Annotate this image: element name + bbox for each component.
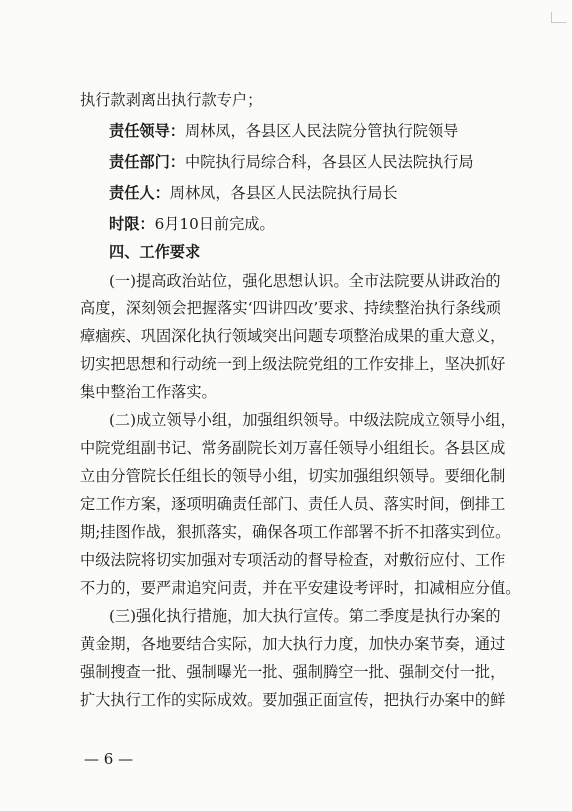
paragraph-line: 期;挂图作战，狠抓落实，确保各项工作部署不折不扣落实到位。 bbox=[80, 523, 511, 541]
page-number: — 6 — bbox=[84, 750, 134, 768]
paragraph-line: 不力的，要严肃追究问责，并在平安建设考评时，扣减相应分值。 bbox=[80, 579, 521, 597]
deadline-label: 时限： bbox=[109, 215, 155, 233]
paragraph-line: 切实把思想和行动统一到上级法院党组的工作安排上，坚决抓好 bbox=[80, 355, 506, 373]
paragraph-line: 中级法院将切实加强对专项活动的督导检查，对敷衍应付、工作 bbox=[80, 551, 506, 569]
responsible-dept-label: 责任部门： bbox=[109, 153, 185, 171]
section-heading: 四、工作要求 bbox=[109, 243, 201, 261]
paragraph-line: 黄金期，各地要结合实际，加大执行力度，加快办案节奏，通过 bbox=[80, 635, 506, 653]
deadline-line bbox=[109, 214, 275, 234]
responsible-person-value: 周林凤，各县区人民法院执行局长 bbox=[169, 184, 398, 202]
paragraph-line: (三)强化执行措施，加大执行宣传。第二季度是执行办案的 bbox=[109, 607, 501, 625]
paragraph-line: (二)成立领导小组，加强组织领导。中级法院成立领导小组， bbox=[109, 411, 516, 429]
paragraph-line: 强制搜查一批、强制曝光一批、强制腾空一批、强制交付一批， bbox=[80, 663, 506, 681]
paragraph-line: 高度，深刻领会把握落实‘四讲四改’要求、持续整治执行条线顽 bbox=[80, 299, 501, 317]
responsible-person-label: 责任人： bbox=[109, 184, 170, 202]
paragraph-line: 中院党组副书记、常务副院长刘万喜任领导小组组长。各县区成 bbox=[80, 439, 506, 457]
responsible-dept-value: 中院执行局综合科，各县区人民法院执行局 bbox=[184, 153, 474, 171]
responsible-leader-line bbox=[109, 121, 458, 141]
paragraph-line: (一)提高政治站位，强化思想认识。全市法院要从讲政治的 bbox=[109, 272, 501, 290]
paragraph-line: 定工作方案，逐项明确责任部门、责任人员、落实时间，倒排工 bbox=[80, 495, 506, 513]
responsible-leader-label: 责任领导： bbox=[109, 122, 185, 140]
paragraph-line: 瘴痼疾、巩固深化执行领域突出问题专项整治成果的重大意义， bbox=[80, 327, 506, 345]
paragraph-line: 扩大执行工作的实际成效。要加强正面宣传，把执行办案中的鲜 bbox=[80, 691, 506, 709]
page-corner-mark bbox=[551, 12, 566, 23]
deadline-value: 6月10日前完成。 bbox=[154, 215, 275, 233]
responsible-dept-line bbox=[109, 152, 474, 172]
text-line: 执行款剥离出执行款专户； bbox=[80, 91, 263, 109]
responsible-person-line bbox=[109, 183, 398, 203]
paragraph-line: 立由分管院长任组长的领导小组，切实加强组织领导。要细化制 bbox=[80, 467, 506, 485]
responsible-leader-value: 周林凤，各县区人民法院分管执行院领导 bbox=[184, 122, 459, 140]
paragraph-line: 集中整治工作落实。 bbox=[80, 383, 217, 401]
